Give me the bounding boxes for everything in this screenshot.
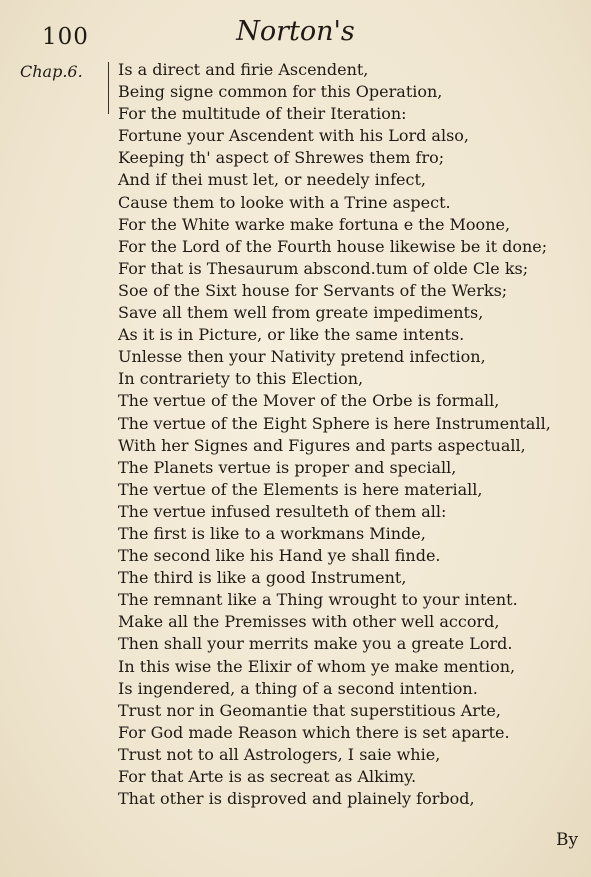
verse-line: As it is in Picture, or like the same intents. <box>118 325 465 345</box>
chapter-reference: Chap.6. <box>20 62 83 81</box>
verse-line: Is ingendered, a thing of a second intention. <box>118 678 478 698</box>
margin-rule <box>108 62 109 114</box>
verse-line: For the multitude of their Iteration: <box>118 104 407 124</box>
verse-line: Trust nor in Geomantie that superstitious Arte, <box>118 700 501 720</box>
verse-line: For that is Thesaurum abscond.tum of olde Cle ks; <box>118 258 529 278</box>
verse-line: Cause them to looke with a Trine aspect. <box>118 192 451 212</box>
verse-line: The remnant like a Thing wrought to your intent. <box>118 590 518 610</box>
verse-line: That other is disproved and plainely forbod, <box>118 789 475 809</box>
verse-line: With her Signes and Figures and parts aspectuall, <box>118 435 526 455</box>
running-head: Norton's <box>236 16 355 47</box>
verse-line: In this wise the Elixir of whom ye make mention, <box>118 656 516 676</box>
verse-line: For the White warke make fortuna e the Moone, <box>118 214 511 234</box>
verse-line: The third is like a good Instrument, <box>118 568 407 588</box>
verse-line: Fortune your Ascendent with his Lord also, <box>118 126 470 146</box>
verse-line: Make all the Premisses with other well accord, <box>118 612 500 632</box>
verse-line: Soe of the Sixt house for Servants of the Werks; <box>118 280 508 300</box>
verse-line: The second like his Hand ye shall finde. <box>118 546 441 566</box>
verse-line: Being signe common for this Operation, <box>118 82 443 102</box>
verse-line: In contrariety to this Election, <box>118 369 364 389</box>
verse-line: The vertue of the Mover of the Orbe is formall, <box>118 391 500 411</box>
verse-line: For God made Reason which there is set aparte. <box>118 722 510 742</box>
verse-text <box>118 59 551 810</box>
verse-line: Save all them well from greate impediments, <box>118 303 484 323</box>
verse-line: The first is like to a workmans Minde, <box>118 523 426 543</box>
verse-line: Unlesse then your Nativity pretend infection, <box>118 347 486 367</box>
verse-line: Is a direct and firie Ascendent, <box>118 60 369 79</box>
verse-line: Keeping th' aspect of Shrewes them fro; <box>118 148 445 168</box>
verse-line: For that Arte is as secreat as Alkimy. <box>118 767 417 786</box>
verse-line: The Planets vertue is proper and speciall, <box>118 457 457 477</box>
verse-line: Then shall your merrits make you a greate Lord. <box>118 634 513 654</box>
verse-line: The vertue of the Eight Sphere is here Instrumentall, <box>118 413 551 433</box>
catchword: By <box>556 830 579 850</box>
verse-line: For the Lord of the Fourth house likewise be it done; <box>118 236 548 256</box>
page-number: 100 <box>42 24 89 50</box>
verse-line: The vertue infused resulteth of them all: <box>118 501 447 521</box>
verse-line: Trust not to all Astrologers, I saie whie, <box>118 744 441 764</box>
verse-line: The vertue of the Elements is here materiall, <box>118 479 483 499</box>
verse-line: And if thei must let, or needely infect, <box>118 170 426 190</box>
